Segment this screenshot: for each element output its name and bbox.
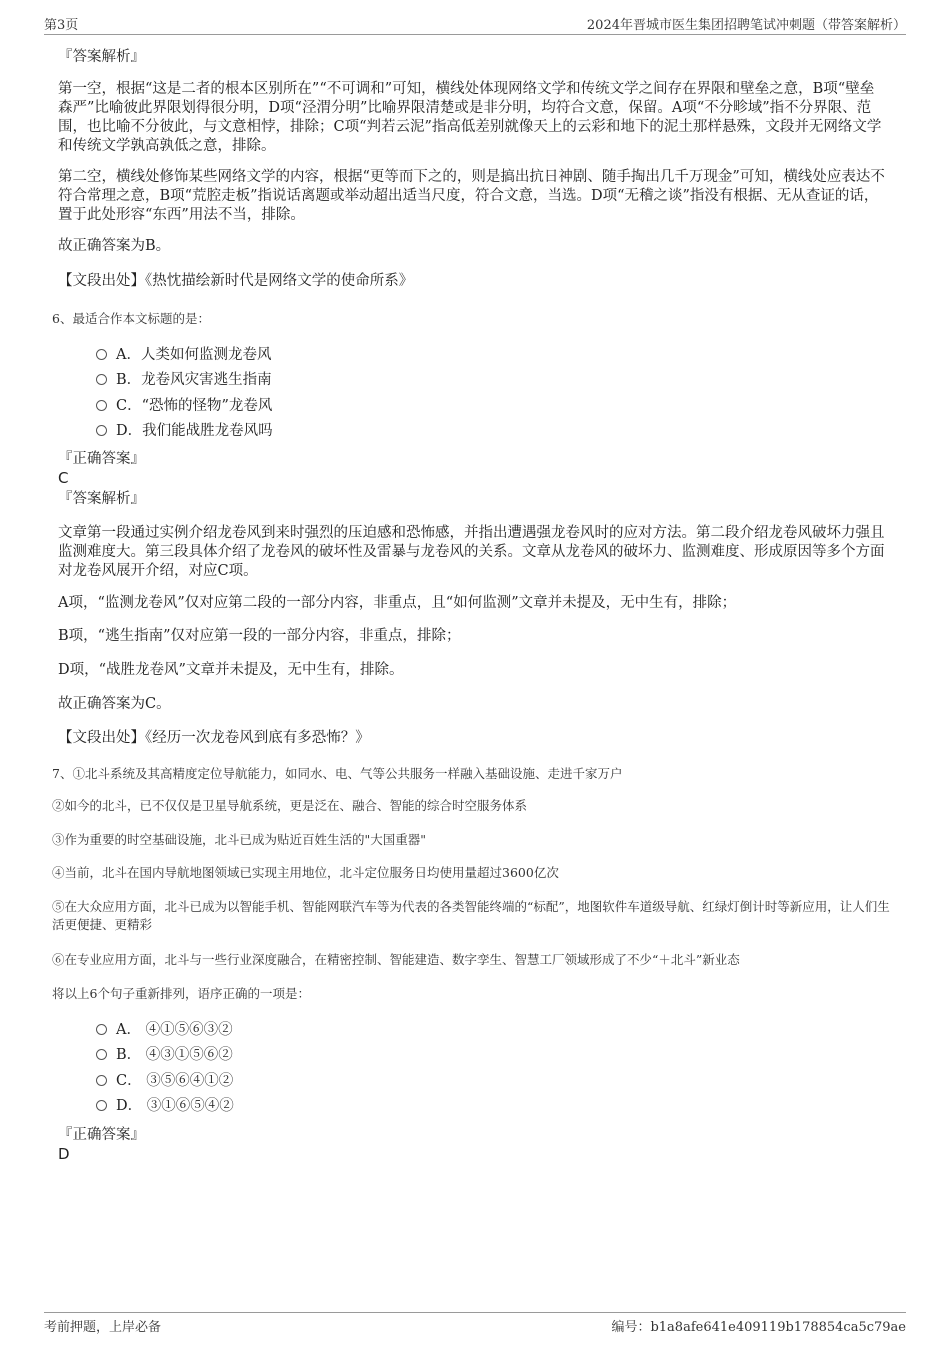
q5-analysis-label: 『答案解析』 [58, 49, 145, 65]
q5-analysis-para2: 第二空，横线处修饰某些网络文学的内容，根据“更等而下之的，则是搞出抗日神剧、随手掏出几千万现金”可知，横线处应表达不符合常理之意，B项“荒腔走板”指说话离题或举动超出适当尺度，符合文意，当选。D项“无稽之谈”指没有根据、无从查证的话，置于此处形容“东西”用法不当，排除。 [58, 169, 885, 223]
radio-icon[interactable] [96, 400, 107, 411]
q6-option-b[interactable] [96, 370, 272, 390]
q6-stem: 6、最适合作本文标题的是： [52, 311, 210, 326]
q6-correct-answer: C [58, 469, 69, 487]
q7-sentence-2: ②如今的北斗，已不仅仅是卫星导航系统，更是泛在、融合、智能的综合时空服务体系 [52, 798, 528, 813]
q6-option-c[interactable] [96, 396, 272, 416]
radio-icon[interactable] [96, 349, 107, 360]
q6-option-a[interactable] [96, 345, 271, 365]
q7-sentence-6: ⑥在专业应用方面，北斗与一些行业深度融合，在精密控制、智能建造、数字孪生、智慧工厂领域形成了不少“＋北斗”新业态 [52, 952, 740, 967]
q7-option-a[interactable] [96, 1020, 233, 1040]
radio-icon[interactable] [96, 425, 107, 436]
option-label: C． ③⑤⑥④①② [116, 1073, 234, 1089]
option-label: D．我们能战胜龙卷风吗 [116, 423, 273, 439]
option-label: B．龙卷风灾害逃生指南 [116, 372, 272, 388]
q6-analysis-label: 『答案解析』 [58, 491, 145, 507]
option-label: B． ④③①⑤⑥② [116, 1047, 233, 1063]
radio-icon[interactable] [96, 1049, 107, 1060]
q7-sentence-3: ③作为重要的时空基础设施，北斗已成为贴近百姓生活的"大国重器" [52, 832, 427, 847]
q5-conclusion: 故正确答案为B。 [58, 238, 171, 254]
radio-icon[interactable] [96, 1024, 107, 1035]
radio-icon[interactable] [96, 1100, 107, 1111]
q7-sentence-4: ④当前，北斗在国内导航地图领域已实现主用地位，北斗定位服务日均使用量超过3600亿次 [52, 865, 559, 880]
footer-slogan: 考前押题，上岸必备 [44, 1320, 162, 1335]
option-label: A．人类如何监测龙卷风 [116, 347, 272, 363]
q7-correct-label: 『正确答案』 [58, 1127, 145, 1143]
q7-sentence-1: 7、①北斗系统及其高精度定位导航能力，如同水、电、气等公共服务一样融入基础设施、走进千家万户 [52, 766, 623, 781]
q7-prompt: 将以上6个句子重新排列，语序正确的一项是： [52, 986, 310, 1001]
q7-option-c[interactable] [96, 1071, 233, 1091]
document-title: 2024年晋城市医生集团招聘笔试冲刺题（带答案解析） [586, 18, 906, 33]
q6-source: 【文段出处】《经历一次龙卷风到底有多恐怖？》 [58, 730, 370, 746]
option-label: A． ④①⑤⑥③② [116, 1022, 233, 1038]
radio-icon[interactable] [96, 1075, 107, 1086]
q6-conclusion: 故正确答案为C。 [58, 696, 171, 712]
page-header [44, 14, 906, 35]
q6-analysis-para2: A项，“监测龙卷风”仅对应第二段的一部分内容，非重点，且“如何监测”文章并未提及，无中生有，排除； [58, 595, 737, 611]
radio-icon[interactable] [96, 374, 107, 385]
option-label: C．“恐怖的怪物”龙卷风 [116, 398, 273, 414]
q7-option-d[interactable] [96, 1096, 234, 1116]
q7-option-b[interactable] [96, 1045, 233, 1065]
q6-analysis-para3: B项，“逃生指南”仅对应第一段的一部分内容，非重点，排除； [58, 628, 461, 644]
document-id: 编号：b1a8afe641e409119b178854ca5c79ae [611, 1320, 906, 1335]
q5-source: 【文段出处】《热忱描绘新时代是网络文学的使命所系》 [58, 273, 414, 289]
option-label: D． ③①⑥⑤④② [116, 1098, 234, 1114]
q7-sentence-5: ⑤在大众应用方面，北斗已成为以智能手机、智能网联汽车等为代表的各类智能终端的“标配”，地图软件车道级导航、红绿灯倒计时等新应用，让人们生活更便捷、更精彩 [52, 899, 890, 932]
q5-analysis-para1: 第一空，根据“这是二者的根本区别所在”“不可调和”可知，横线处体现网络文学和传统文学之间存在界限和壁垒之意，B项“壁垒森严”比喻彼此界限划得很分明，D项“泾渭分明”比喻界限清楚或是非分明，均符合文意，保留。A项“不分畛域”指不分界限、范围，也比喻不分彼此，与文意相悖，排除；C项“判若云泥”指高低差别就像天上的云彩和地下的泥土那样悬殊，文段并无网络文学和传统文学孰高孰低之意，排除。 [58, 81, 882, 154]
page-number: 第3页 [44, 18, 79, 33]
q6-option-d[interactable] [96, 421, 273, 441]
q6-analysis-para4: D项，“战胜龙卷风”文章并未提及，无中生有，排除。 [58, 662, 404, 678]
q7-correct-answer: D [58, 1145, 70, 1163]
q6-analysis-para1: 文章第一段通过实例介绍龙卷风到来时强烈的压迫感和恐怖感，并指出遭遇强龙卷风时的应对方法。第二段介绍龙卷风破坏力强且监测难度大。第三段具体介绍了龙卷风的破坏性及雷暴与龙卷风的关系。文章从龙卷风的破坏力、监测难度、形成原因等多个方面对龙卷风展开介绍，对应C项。 [58, 525, 885, 579]
q6-correct-label: 『正确答案』 [58, 451, 145, 467]
page-footer [44, 1312, 906, 1335]
